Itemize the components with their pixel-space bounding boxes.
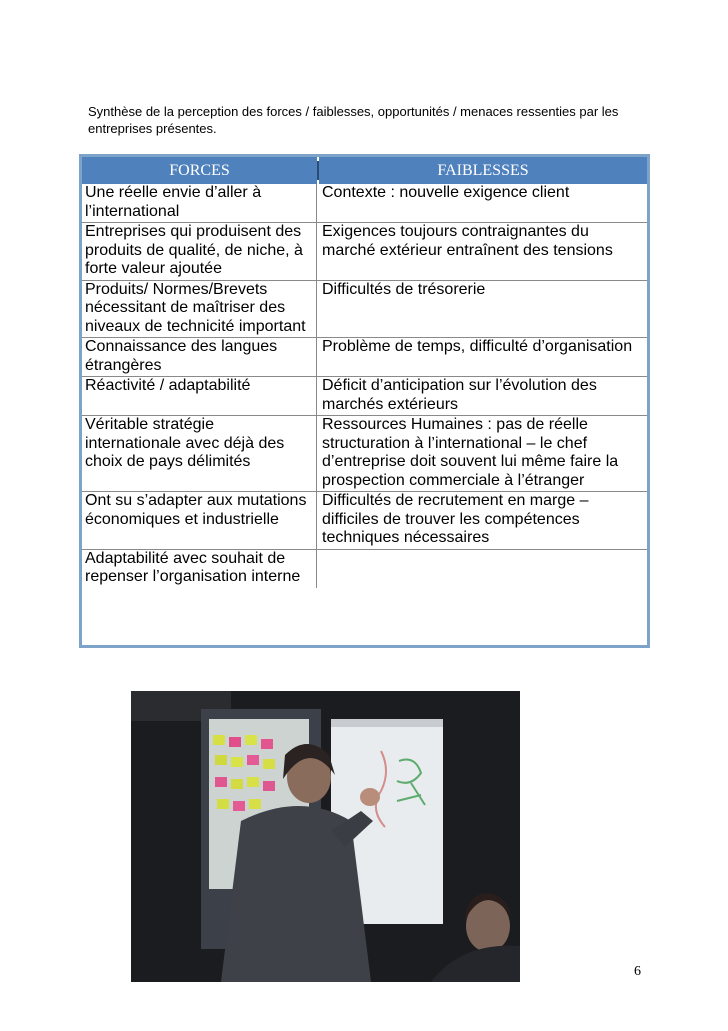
faiblesses-cell: Ressources Humaines : pas de réelle structuration à l’international – le chef d’entreprise doit souvent lui même faire la prospection commerciale à l’étranger — [322, 416, 619, 489]
table-row — [82, 280, 647, 338]
forces-cell: Entreprises qui produisent des produits de qualité, de niche, à forte valeur ajoutée — [82, 223, 317, 280]
forces-cell: Véritable stratégie internationale avec déjà des choix de pays délimités — [82, 416, 317, 491]
workshop-photo — [131, 691, 520, 982]
forces-cell: Connaissance des langues étrangères — [82, 338, 317, 376]
intro-text: Synthèse de la perception des forces / faiblesses, opportunités / menaces ressenties par les entreprises présentes. — [88, 104, 619, 136]
faiblesses-cell: Difficultés de trésorerie — [322, 280, 486, 298]
table-row — [82, 376, 647, 415]
table-row — [82, 222, 647, 280]
table-body — [82, 184, 647, 588]
table-row — [82, 549, 647, 588]
page-number: 6 — [634, 964, 641, 979]
faiblesses-cell: Exigences toujours contraignantes du marché extérieur entraînent des tensions — [322, 223, 613, 259]
header-forces: FORCES — [82, 157, 317, 184]
table-row — [82, 415, 647, 491]
forces-cell: Ont su s’adapter aux mutations économiques et industrielle — [82, 492, 317, 549]
faiblesses-cell: Contexte : nouvelle exigence client — [322, 184, 570, 201]
forces-cell: Produits/ Normes/Brevets nécessitant de maîtriser des niveaux de technicité important — [82, 281, 317, 338]
swot-table — [79, 154, 650, 648]
forces-cell: Une réelle envie d’aller à l’international — [82, 184, 317, 222]
faiblesses-cell — [317, 550, 647, 588]
faiblesses-cell: Problème de temps, difficulté d’organisation — [322, 338, 633, 355]
table-row — [82, 184, 647, 222]
table-row — [82, 491, 647, 549]
faiblesses-cell: Difficultés de recrutement en marge – difficiles de trouver les compétences techniques nécessaires — [322, 492, 589, 546]
table-row — [82, 337, 647, 376]
forces-cell: Réactivité / adaptabilité — [82, 377, 317, 415]
forces-cell: Adaptabilité avec souhait de repenser l’organisation interne — [82, 550, 317, 588]
header-faiblesses: FAIBLESSES — [319, 157, 647, 184]
faiblesses-cell: Déficit d’anticipation sur l’évolution des marchés extérieurs — [322, 377, 597, 413]
